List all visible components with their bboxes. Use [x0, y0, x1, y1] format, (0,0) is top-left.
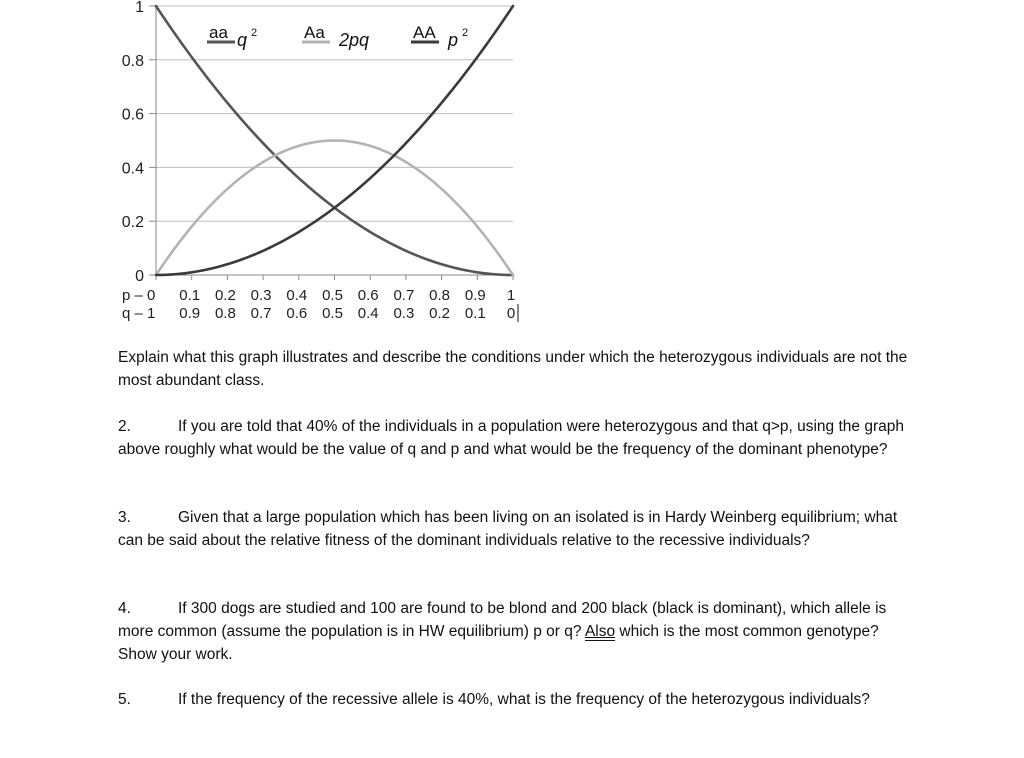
question-5-text: If the frequency of the recessive allele is 40%, what is the frequency of the heterozygous individuals?	[178, 691, 870, 708]
x-tick-label-p: 0.9	[464, 287, 486, 304]
x-tick-label-p: 0.1	[179, 287, 201, 304]
x-tick-label-p: 0.7	[393, 287, 415, 304]
x-tick-label-p: 0.3	[250, 287, 272, 304]
x-tick-label-p: 1	[506, 287, 516, 304]
question-5	[118, 688, 918, 711]
chart-legend	[207, 23, 468, 50]
x-tick-label-q: 0	[506, 305, 516, 322]
x-tick-label-q: 0.9	[179, 305, 201, 322]
x-p-prefix: p – 0	[122, 287, 156, 304]
question-4-number: 4.	[118, 600, 131, 617]
y-tick-label: 1	[135, 0, 144, 16]
question-4-text-b: which is the most common genotype? Show your work.	[118, 623, 879, 663]
x-tick-label-q: 0.3	[393, 305, 415, 322]
x-tick-label-q: 0.2	[429, 305, 451, 322]
question-3-text: Given that a large population which has been living on an isolated is in Hardy Weinberg equilibrium; what can be said about the relative fitness of the dominant individuals relative to the recessive individuals?	[118, 509, 898, 549]
y-tick-label: 0.2	[121, 214, 144, 232]
question-3-number: 3.	[118, 509, 131, 526]
legend-expression-aa: q	[237, 30, 248, 50]
legend-label-AA: AA	[413, 23, 436, 42]
legend-label-Aa: Aa	[304, 23, 325, 42]
question-4-text-a: If 300 dogs are studied and 100 are found to be blond and 200 black (black is dominant), which allele is more common (assume the population is in HW equilibrium) p or q?	[118, 600, 887, 640]
question-5-number: 5.	[118, 691, 131, 708]
question-4-also: Also	[584, 623, 616, 640]
x-tick-label-p: 0.5	[322, 287, 343, 304]
x-tick-label-p: 0.6	[357, 287, 379, 304]
chart-curves	[156, 6, 513, 275]
question-2-text: If you are told that 40% of the individuals in a population were heterozygous and that q>p, using the graph above roughly what would be the value of q and p and what would be the frequency of the dominant phenotype?	[118, 418, 904, 458]
x-tick-label-p: 0.8	[429, 287, 451, 304]
y-tick-label: 0	[135, 268, 144, 285]
legend-exponent-aa: 2	[251, 27, 258, 39]
legend-expression-Aa: 2pq	[339, 30, 370, 50]
question-intro-text: Explain what this graph illustrates and describe the conditions under which the heterozygous individuals are not the most abundant class.	[118, 349, 908, 389]
y-tick-label: 0.4	[121, 160, 144, 178]
x-tick-label-p: 0.4	[286, 287, 308, 304]
legend-exponent-AA: 2	[462, 27, 469, 39]
question-2-number: 2.	[118, 418, 131, 435]
x-tick-label-p: 0.2	[214, 287, 236, 304]
question-4	[118, 597, 918, 666]
legend-label-aa: aa	[209, 23, 228, 42]
x-tick-label-q: 0.8	[214, 305, 236, 322]
x-tick-label-q: 0.4	[357, 305, 379, 322]
x-q-prefix: q – 1	[122, 305, 156, 322]
x-tick-label-q: 0.5	[322, 305, 343, 322]
question-2	[118, 415, 918, 461]
x-tick-label-q: 0.6	[286, 305, 308, 322]
legend-expression-AA: p	[448, 30, 459, 50]
chart-axes	[149, 6, 513, 280]
x-tick-label-q: 0.7	[250, 305, 272, 322]
y-tick-label: 0.8	[121, 52, 144, 70]
hardy-weinberg-chart	[0, 0, 1024, 330]
x-tick-label-q: 0.1	[464, 305, 486, 322]
question-intro	[118, 346, 918, 392]
question-3	[118, 506, 918, 552]
y-tick-label: 0.6	[121, 106, 144, 124]
